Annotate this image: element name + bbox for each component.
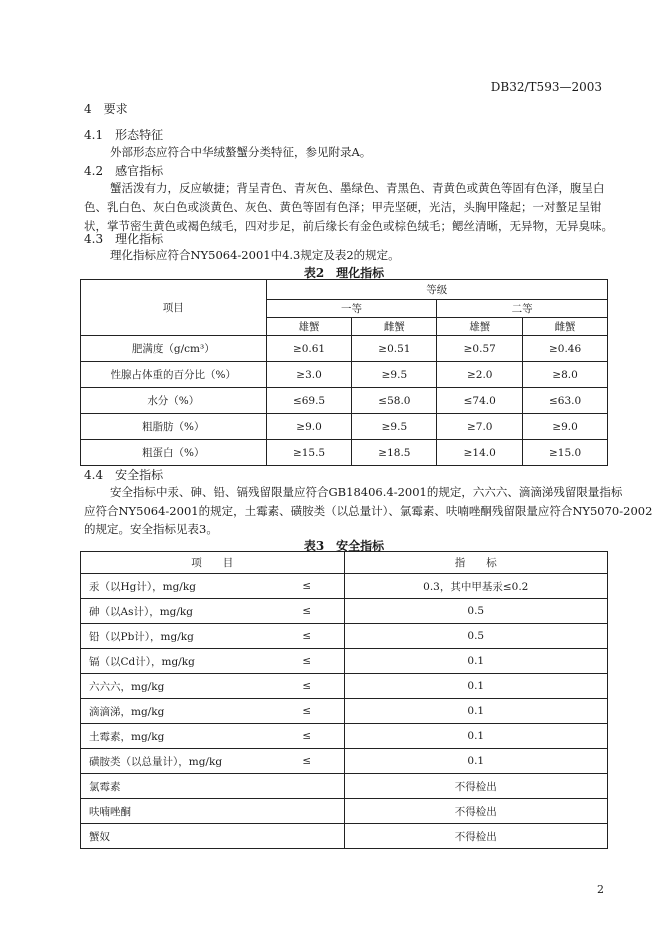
- table3-cell-value: 0.1: [344, 674, 608, 699]
- table2-cell: ≥2.0: [437, 362, 523, 388]
- table2-row: [81, 440, 608, 466]
- table2-row: [81, 414, 608, 440]
- table3-cell-item: 镉（以Cd计），mg/kg: [81, 649, 271, 674]
- document-code: DB32/T593—2003: [490, 80, 602, 94]
- table3-caption: 表3 安全指标: [303, 539, 385, 553]
- table2-cell: ≥15.0: [523, 440, 608, 466]
- table2-cell-item: 粗蛋白（%）: [81, 440, 267, 466]
- table3-row: [81, 749, 608, 774]
- table2-cell-item: 水分（%）: [81, 388, 267, 414]
- table3-row: [81, 774, 608, 799]
- section-4-4-line-3: 的规定。安全指标见表3。: [84, 522, 218, 536]
- table2-header-second-grade: 二等: [437, 300, 608, 318]
- table3-cell-operator: [270, 774, 344, 799]
- table2-cell: ≤69.5: [266, 388, 352, 414]
- table3-row: [81, 699, 608, 724]
- table3-cell-operator: ≤: [270, 649, 344, 674]
- table2-cell: ≤74.0: [437, 388, 523, 414]
- table3-cell-item: 铅（以Pb计），mg/kg: [81, 624, 271, 649]
- table2-header-row: [81, 280, 608, 300]
- table2-header-male: 雄蟹: [266, 318, 352, 336]
- table3-cell-item: 汞（以Hg计），mg/kg: [81, 574, 271, 599]
- table2-cell: ≥0.46: [523, 336, 608, 362]
- section-4-3-text: 理化指标应符合NY5064-2001中4.3规定及表2的规定。: [110, 248, 400, 262]
- section-4-1-heading: 4.1 形态特征: [84, 128, 164, 142]
- section-4-heading: 4 要求: [84, 102, 128, 116]
- section-4-3-heading: 4.3 理化指标: [84, 232, 164, 246]
- table2-cell: ≥9.5: [352, 414, 437, 440]
- table3-cell-operator: ≤: [270, 624, 344, 649]
- table2-cell: ≥9.0: [266, 414, 352, 440]
- table2-cell: ≤58.0: [352, 388, 437, 414]
- table3-cell-value: 0.1: [344, 699, 608, 724]
- table2-cell-item: 肥满度（g/cm³）: [81, 336, 267, 362]
- table2-cell: ≤63.0: [523, 388, 608, 414]
- table3-header-row: [81, 552, 608, 574]
- table3-row: [81, 724, 608, 749]
- table3-cell-operator: [270, 824, 344, 849]
- table2-cell: ≥8.0: [523, 362, 608, 388]
- section-4-1-text: 外部形态应符合中华绒螯蟹分类特征，参见附录A。: [110, 145, 372, 159]
- table3-cell-operator: [270, 799, 344, 824]
- table2-cell: ≥0.61: [266, 336, 352, 362]
- table2-header-male: 雄蟹: [437, 318, 523, 336]
- table3-cell-value: 0.5: [344, 624, 608, 649]
- table2-header-female: 雌蟹: [352, 318, 437, 336]
- table2-cell: ≥18.5: [352, 440, 437, 466]
- table3-cell-operator: ≤: [270, 749, 344, 774]
- table2-cell: ≥9.0: [523, 414, 608, 440]
- table2-cell: ≥0.57: [437, 336, 523, 362]
- table2-cell: ≥14.0: [437, 440, 523, 466]
- table2-cell: ≥7.0: [437, 414, 523, 440]
- table3-row: [81, 799, 608, 824]
- table3-row: [81, 824, 608, 849]
- table3-cell-value: 不得检出: [344, 774, 608, 799]
- table3-cell-value: 0.3，其中甲基汞≤0.2: [344, 574, 608, 599]
- section-4-2-line-3: 状，掌节密生黄色或褐色绒毛，四对步足，前后缘长有金色或棕色绒毛；鳃丝清晰，无异物，无异臭味。: [84, 219, 613, 233]
- table3-cell-value: 不得检出: [344, 799, 608, 824]
- table2-header-item: 项目: [81, 280, 267, 336]
- table2-cell-item: 粗脂肪（%）: [81, 414, 267, 440]
- table3-cell-item: 六六六，mg/kg: [81, 674, 271, 699]
- table3-row: [81, 624, 608, 649]
- section-4-2-line-1: 蟹活泼有力，反应敏捷；背呈青色、青灰色、墨绿色、青黑色、青黄色或黄色等固有色泽，腹呈白: [110, 181, 605, 195]
- section-4-2-heading: 4.2 感官指标: [84, 164, 164, 178]
- table3-cell-item: 蟹奴: [81, 824, 271, 849]
- table2-header-female: 雌蟹: [523, 318, 608, 336]
- table3-cell-value: 0.1: [344, 724, 608, 749]
- table3-cell-operator: ≤: [270, 599, 344, 624]
- table2-cell: ≥3.0: [266, 362, 352, 388]
- table2-cell: ≥0.51: [352, 336, 437, 362]
- table2-cell: ≥9.5: [352, 362, 437, 388]
- table3-cell-value: 0.1: [344, 649, 608, 674]
- safety-table: [80, 551, 608, 849]
- table3-cell-item: 磺胺类（以总量计），mg/kg: [81, 749, 271, 774]
- table2-row: [81, 362, 608, 388]
- table3-cell-item: 滴滴涕，mg/kg: [81, 699, 271, 724]
- table3-header-item: 项 目: [81, 552, 345, 574]
- table2-row: [81, 336, 608, 362]
- table2-cell-item: 性腺占体重的百分比（%）: [81, 362, 267, 388]
- table3-cell-value: 0.5: [344, 599, 608, 624]
- table3-cell-operator: ≤: [270, 674, 344, 699]
- section-4-4-line-1: 安全指标中汞、砷、铅、镉残留限量应符合GB18406.4-2001的规定，六六六、滴滴涕残留限量指标: [110, 485, 623, 499]
- table3-row: [81, 649, 608, 674]
- table2-caption: 表2 理化指标: [303, 266, 385, 280]
- table2-row: [81, 388, 608, 414]
- table3-cell-operator: ≤: [270, 574, 344, 599]
- table3-cell-item: 土霉素，mg/kg: [81, 724, 271, 749]
- physicochemical-table: [80, 279, 608, 466]
- section-4-2-line-2: 色、乳白色、灰白色或淡黄色、灰色、黄色等固有色泽；甲壳坚硬，光洁，头胸甲隆起；一对螯足呈钳: [84, 200, 602, 214]
- table3-cell-item: 呋喃唑酮: [81, 799, 271, 824]
- table3-cell-value: 0.1: [344, 749, 608, 774]
- table3-cell-item: 砷（以As计），mg/kg: [81, 599, 271, 624]
- section-4-4-line-2: 应符合NY5064-2001的规定，土霉素、磺胺类（以总量计）、氯霉素、呋喃唑酮残留限量应符合NY5070-2002: [84, 504, 653, 518]
- table3-cell-operator: ≤: [270, 724, 344, 749]
- table3-row: [81, 574, 608, 599]
- table3-row: [81, 674, 608, 699]
- table2-cell: ≥15.5: [266, 440, 352, 466]
- section-4-4-heading: 4.4 安全指标: [84, 468, 164, 482]
- table3-header-value: 指 标: [344, 552, 608, 574]
- table3-cell-operator: ≤: [270, 699, 344, 724]
- table2-header-first-grade: 一等: [266, 300, 437, 318]
- table2-header-grade: 等级: [266, 280, 607, 300]
- table3-row: [81, 599, 608, 624]
- table3-cell-item: 氯霉素: [81, 774, 271, 799]
- page-number: 2: [597, 883, 604, 896]
- table3-cell-value: 不得检出: [344, 824, 608, 849]
